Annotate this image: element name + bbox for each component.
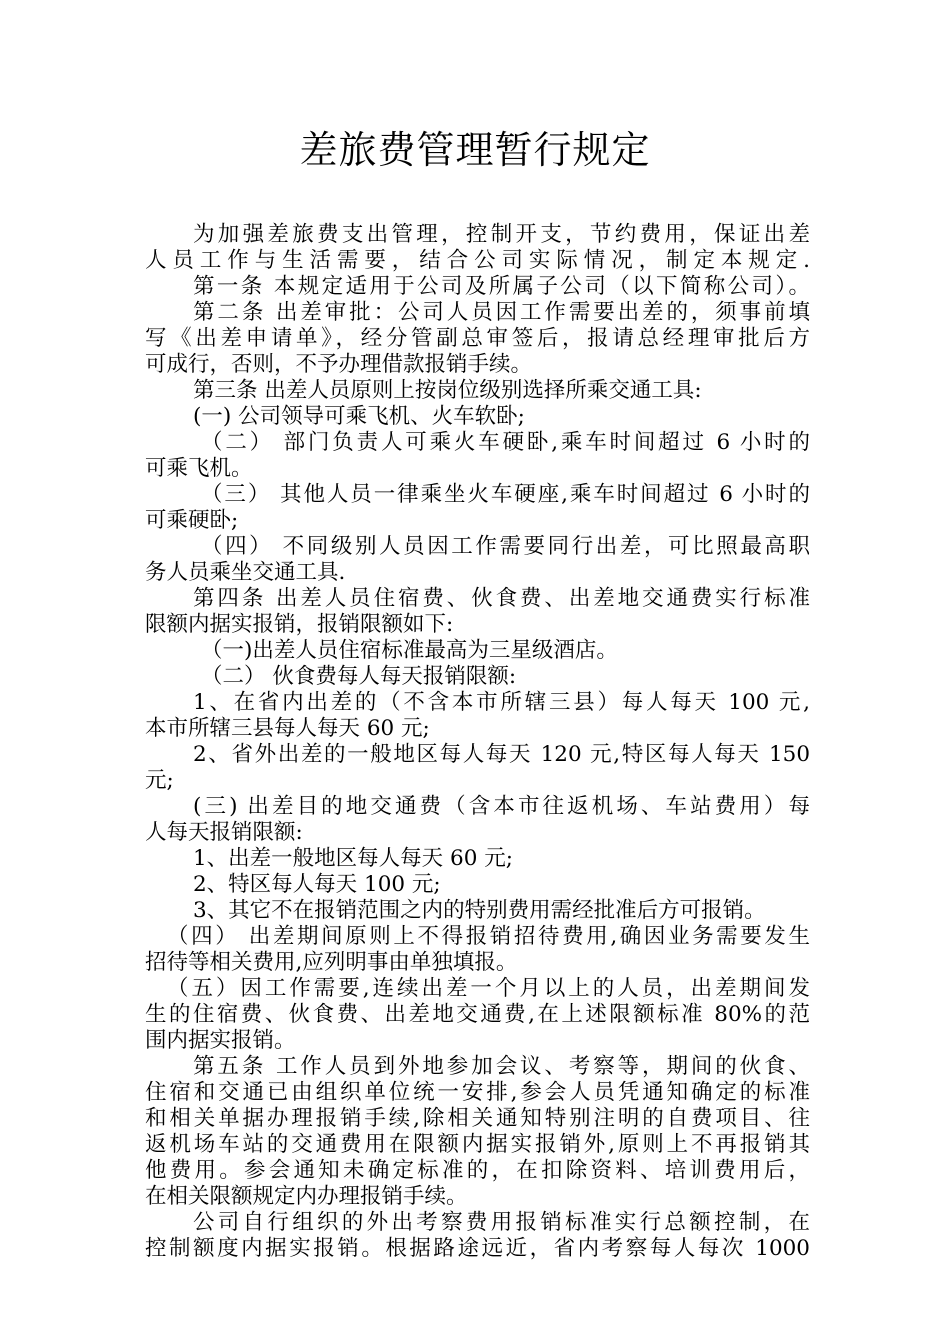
text-line: 第四条 出差人员住宿费、伙食费、出差地交通费实行标准 xyxy=(193,586,810,611)
text-line: （四） 出差期间原则上不得报销招待费用,确因业务需要发生 xyxy=(167,924,810,949)
text-line: （二） 伙食费每人每天报销限额: xyxy=(201,664,517,689)
text-line: 2、省外出差的一般地区每人每天 120 元,特区每人每天 150 xyxy=(193,742,810,767)
document-title: 差旅费管理暂行规定 xyxy=(299,128,651,172)
text-line: 生的住宿费、伙食费、出差地交通费,在上述限额标准 80%的范 xyxy=(145,1002,810,1027)
text-line: 第五条 工作人员到外地参加会议、考察等，期间的伙食、 xyxy=(193,1054,810,1079)
text-line: 第一条 本规定适用于公司及所属子公司（以下简称公司）。 xyxy=(193,274,810,299)
text-line: （一)出差人员住宿标准最高为三星级酒店。 xyxy=(201,638,618,663)
text-line: 第二条 出差审批：公司人员因工作需要出差的，须事前填 xyxy=(193,300,810,325)
text-line: 控制额度内据实报销。根据路途远近，省内考察每人每次 1000 xyxy=(145,1236,810,1261)
text-line: 公司自行组织的外出考察费用报销标准实行总额控制，在 xyxy=(193,1210,810,1235)
text-line: (三) 出差目的地交通费（含本市往返机场、车站费用）每 xyxy=(193,794,810,819)
text-line: 住宿和交通已由组织单位统一安排,参会人员凭通知确定的标准 xyxy=(145,1080,810,1105)
text-line: 为加强差旅费支出管理，控制开支，节约费用，保证出差 xyxy=(193,222,810,247)
text-line: 务人员乘坐交通工具. xyxy=(145,560,346,585)
text-line: 返机场车站的交通费用在限额内据实报销外,原则上不再报销其 xyxy=(145,1132,810,1157)
text-line: （三） 其他人员一律乘坐火车硬座,乘车时间超过 6 小时的 xyxy=(201,482,810,507)
text-line: （四） 不同级别人员因工作需要同行出差，可比照最高职 xyxy=(201,534,810,559)
text-line: 可乘硬卧; xyxy=(145,508,239,533)
text-line: 本市所辖三县每人每天 60 元; xyxy=(145,716,430,741)
document-body xyxy=(145,222,810,1262)
text-line: 3、其它不在报销范围之内的特别费用需经批准后方可报销。 xyxy=(193,898,766,923)
text-line: 元; xyxy=(145,768,174,793)
text-line: 人每天报销限额: xyxy=(145,820,303,845)
text-line: 第三条 出差人员原则上按岗位级别选择所乘交通工具: xyxy=(193,378,702,403)
text-line: 在相关限额规定内办理报销手续。 xyxy=(145,1184,468,1209)
text-line: （五）因工作需要,连续出差一个月以上的人员，出差期间发 xyxy=(167,976,810,1001)
text-line: 写《出差申请单》，经分管副总审签后，报请总经理审批后方 xyxy=(145,326,810,351)
text-line: 限额内据实报销，报销限额如下: xyxy=(145,612,454,637)
text-line: 招待等相关费用,应列明事由单独填报。 xyxy=(145,950,518,975)
text-line: （二） 部门负责人可乘火车硬卧,乘车时间超过 6 小时的 xyxy=(201,430,810,455)
text-line: 1、出差一般地区每人每天 60 元; xyxy=(193,846,513,871)
text-line: 可成行，否则，不予办理借款报销手续。 xyxy=(145,352,533,377)
text-line: 围内据实报销。 xyxy=(145,1028,296,1053)
text-line: 1、在省内出差的（不含本市所辖三县）每人每天 100 元, xyxy=(193,690,810,715)
text-line: 人员工作与生活需要，结合公司实际情况，制定本规定. xyxy=(145,248,810,273)
text-line: 他费用。参会通知未确定标准的，在扣除资料、培训费用后， xyxy=(145,1158,810,1183)
text-line: 可乘飞机。 xyxy=(145,456,253,481)
text-line: 和相关单据办理报销手续,除相关通知特别注明的自费项目、往 xyxy=(145,1106,810,1131)
text-line: 2、特区每人每天 100 元; xyxy=(193,872,441,897)
text-line: (一) 公司领导可乘飞机、火车软卧; xyxy=(193,404,525,429)
